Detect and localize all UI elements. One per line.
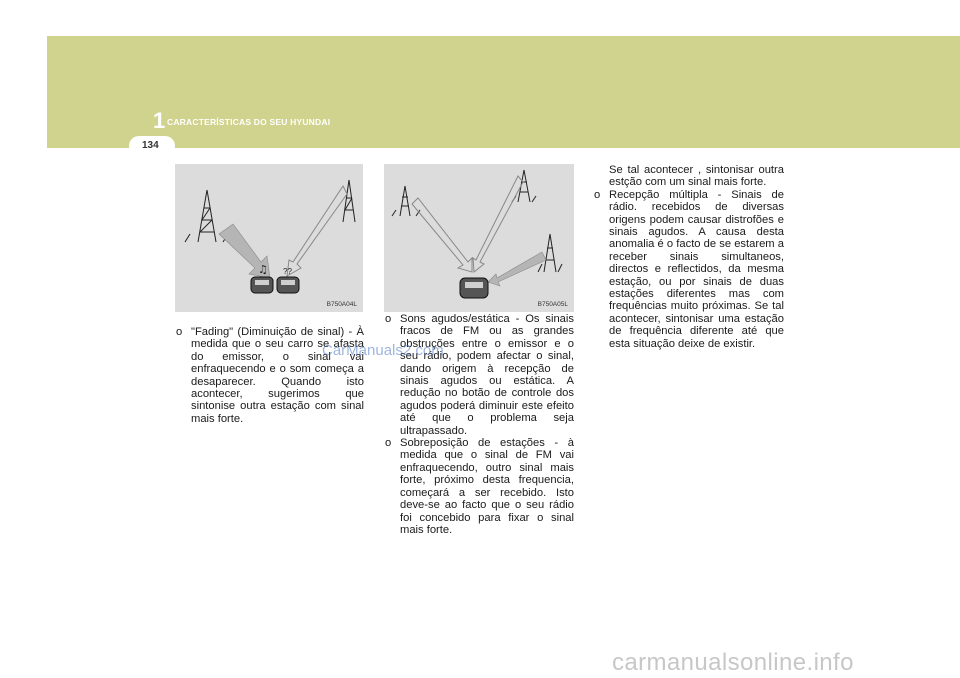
bullet-fading (176, 326, 364, 425)
bullet-mark: o (385, 437, 392, 450)
figure-code: B750A04L (326, 301, 357, 308)
bullet-mark: o (385, 313, 392, 325)
music-note-icon: ♫ (258, 263, 268, 276)
car-icon (251, 277, 299, 293)
chapter-number: 1 (153, 108, 166, 133)
page-number: 134 (142, 140, 159, 151)
bullet-mark: o (594, 188, 601, 201)
header-band (47, 36, 960, 148)
figure-static (384, 164, 574, 312)
tower-icon (343, 180, 355, 222)
question-label: ?? (283, 267, 292, 276)
continuation-text: Se tal acontecer , sintonisar outra estção com um sinal mais forte. (609, 164, 784, 189)
bullet-multipath (594, 189, 784, 350)
column-1 (176, 326, 364, 425)
bullet-mark: o (176, 326, 183, 338)
tower-icon (392, 186, 420, 216)
bullet-static (385, 313, 574, 437)
fading-illustration (175, 164, 363, 312)
tower-icon (512, 170, 536, 202)
bullet-text: Recepção múltipla - Sinais de rádio. recebidos de diversas origens podem causar distrofões e sinais agudos. A causa desta anomalia é o facto de se estarem a receber sinais simultaneos, directos e reflectidos, da mesma estação, ou por sinais de duas estações diferentes mas com frequências muito próximas. Se tal acontecer, sintonisar uma estação de frequência diferente até que esta situação deixe de existir. (609, 188, 784, 350)
signal-beam (412, 198, 472, 272)
footer-watermark: carmanualsonline.info (612, 649, 854, 676)
chapter-title: CARACTERÍSTICAS DO SEU HYUNDAI (167, 117, 331, 127)
bullet-text: "Fading" (Diminuição de sinal) - À medida que o seu carro se afasta do emissor, o sinal vai enfraquecendo e o som começa a desaparecer. Quando isto acontecer, sugerimos que sintonise outra estação com sinal mais forte. (191, 326, 364, 425)
bullet-text: Sons agudos/estática - Os sinais fracos de FM ou as grandes obstruções entre o emissor e o seu rádio, podem afectar o sinal, dando origem à recepção de sinais agudos ou estática. A redução no botão de controle dos agudos poderá diminuir este efeito até que o problema seja ultrapassado. (400, 313, 574, 437)
column-3 (594, 164, 784, 350)
signal-beam (473, 176, 523, 272)
bullet-overlap (385, 437, 574, 536)
bullet-text: Sobreposição de estações - à medida que o sinal de FM vai enfraquecendo, outro sinal mais forte, próximo desta frequencia, começará a ser recebido. Isto deve-se ao facto que o seu rádio foi concebido para fixar o sinal mais forte. (400, 437, 574, 536)
signal-beam (488, 252, 546, 286)
figure-fading (175, 164, 363, 312)
watermark: CarManuals2.com (322, 342, 444, 359)
signal-beam (287, 186, 347, 276)
car-icon (460, 278, 488, 298)
static-illustration (384, 164, 574, 312)
figure-code: B750A05L (537, 301, 568, 308)
